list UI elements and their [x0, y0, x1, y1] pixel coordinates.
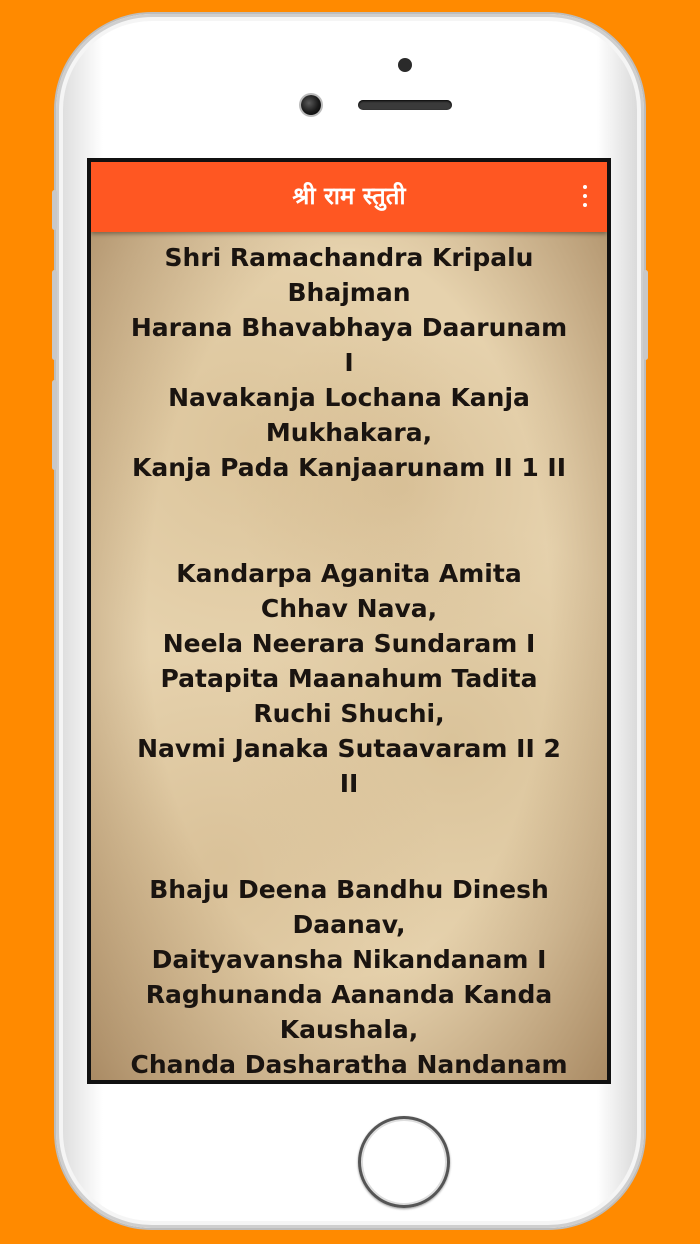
app-title: श्री राम स्तुती: [292, 182, 406, 210]
verse-line: Chanda Dasharatha Nandanam: [130, 1050, 568, 1079]
volume-down-button: [52, 380, 57, 470]
mute-switch: [52, 190, 57, 230]
verse-line: I: [344, 348, 354, 377]
verse-line: Neela Neerara Sundaram I: [162, 629, 536, 658]
verse-line: II: [339, 769, 359, 798]
verse-line: Chhav Nava,: [260, 594, 438, 623]
phone-screen: [87, 158, 611, 1084]
front-camera: [301, 95, 321, 115]
home-button[interactable]: [358, 1116, 450, 1208]
verse-line: Daityavansha Nikandanam I: [151, 945, 547, 974]
verse-line: Bhaju Deena Bandhu Dinesh: [149, 875, 549, 904]
stuti-text-scroll[interactable]: [91, 232, 607, 1080]
verse-1: [91, 240, 607, 485]
verse-line: Kaushala,: [279, 1015, 419, 1044]
verse-line: Navakanja Lochana Kanja: [168, 383, 530, 412]
volume-up-button: [52, 270, 57, 360]
verse-line: Ruchi Shuchi,: [253, 699, 445, 728]
earpiece-speaker: [358, 100, 452, 110]
verse-line: Shri Ramachandra Kripalu: [164, 243, 534, 272]
verse-line: Kanja Pada Kanjaarunam II 1 II: [131, 453, 567, 482]
app-window: [91, 162, 607, 1080]
verse-line: Raghunanda Aananda Kanda: [145, 980, 553, 1009]
menu-dot: [583, 203, 587, 207]
sensor-dot: [398, 58, 412, 72]
verse-line: Daanav,: [292, 910, 406, 939]
verse-line: Mukhakara,: [265, 418, 433, 447]
verse-2: [91, 556, 607, 801]
menu-dot: [583, 185, 587, 189]
menu-dot: [583, 194, 587, 198]
verse-line: Bhajman: [287, 278, 411, 307]
verse-line: Kandarpa Aganita Amita: [176, 559, 522, 588]
app-bar: [91, 162, 607, 232]
verse-line: Patapita Maanahum Tadita: [160, 664, 538, 693]
verse-3: [91, 872, 607, 1080]
power-button: [643, 270, 648, 360]
verse-line: Navmi Janaka Sutaavaram II 2: [137, 734, 561, 763]
verse-line: Harana Bhavabhaya Daarunam: [130, 313, 568, 342]
more-vert-icon[interactable]: [575, 182, 595, 212]
